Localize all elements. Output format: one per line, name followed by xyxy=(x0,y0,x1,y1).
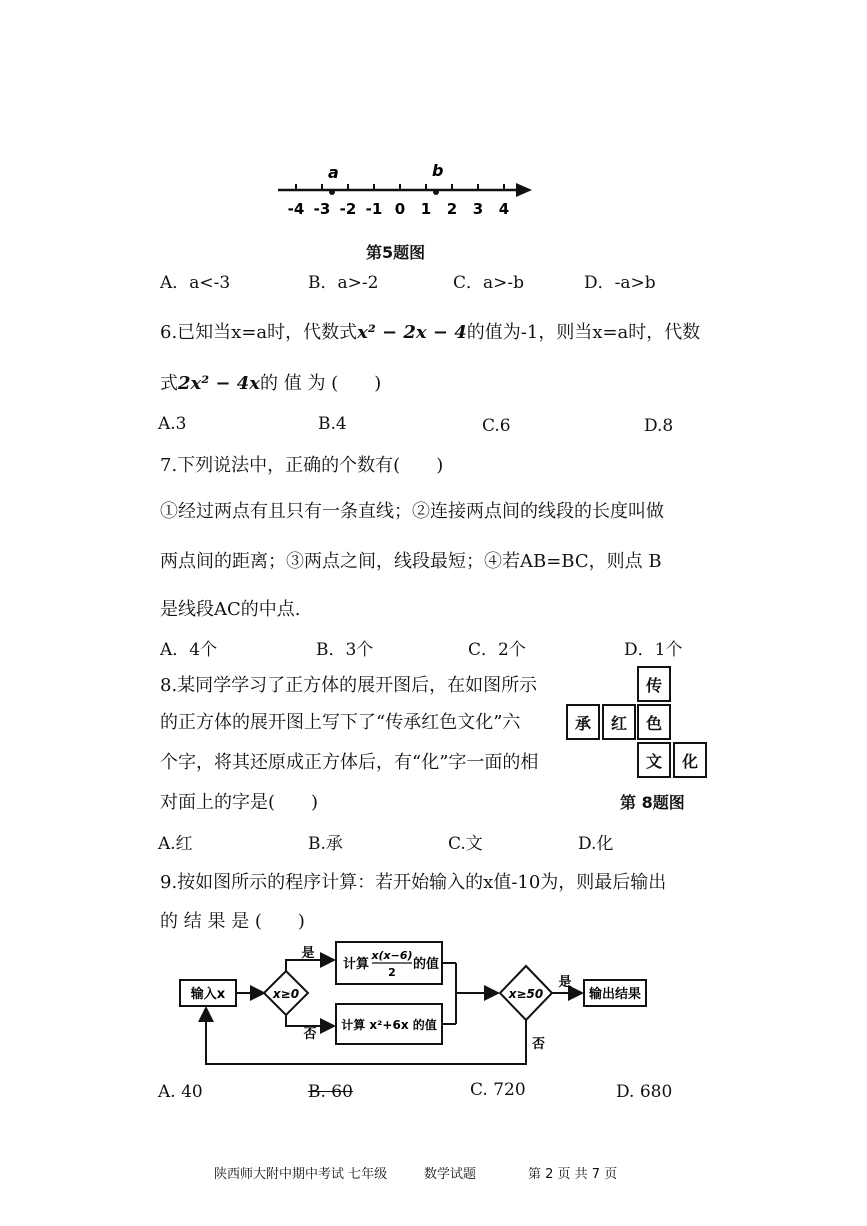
q6-line1-pre: 6.已知当x=a时，代数式 xyxy=(160,322,358,343)
q6-option-d[interactable]: D.8 xyxy=(644,416,674,436)
net-cell-chuan: 传 xyxy=(637,666,671,702)
flow-input-text: 输入x xyxy=(190,987,226,1002)
q8-option-a[interactable]: A.红 xyxy=(158,834,193,854)
q9-option-d[interactable]: D. 680 xyxy=(616,1082,673,1102)
q9-option-c[interactable]: C. 720 xyxy=(470,1080,526,1100)
q7-option-b[interactable]: B．3个 xyxy=(316,640,374,660)
q7-option-d[interactable]: D．1个 xyxy=(624,640,683,660)
q5-option-d[interactable]: D．-a>b xyxy=(584,273,656,293)
q9-line2: 的 结 果 是 ( ) xyxy=(160,911,305,932)
net-cell-hua: 化 xyxy=(673,742,707,778)
q7-line3: 是线段AC的中点. xyxy=(160,599,301,620)
q6-line2 xyxy=(160,369,381,395)
flow-no-1: 否 xyxy=(303,1027,317,1042)
footer-school: 陕西师大附中期中考试 七年级 xyxy=(214,1167,388,1182)
q8-line1: 8.某同学学习了正方体的展开图后，在如图所示 xyxy=(160,675,538,696)
q6-line1 xyxy=(160,318,700,344)
number-line-tick-label: 2 xyxy=(446,200,458,218)
label-a: a xyxy=(328,163,339,182)
q9-line1: 9.按如图所示的程序计算：若开始输入的x值-10为，则最后输出 xyxy=(160,872,667,893)
number-line-tick-label: 3 xyxy=(472,200,484,218)
flow-calc-1-post: 的值 xyxy=(412,957,440,972)
net-cell-hong: 红 xyxy=(602,704,636,740)
flow-no-2: 否 xyxy=(532,1037,546,1052)
net-cell-se: 色 xyxy=(637,704,671,740)
point-a xyxy=(329,189,335,195)
number-line-arrow-icon xyxy=(516,183,532,197)
q8-line3: 个字，将其还原成正方体后，有“化”字一面的相 xyxy=(160,752,539,773)
q7-line1: ①经过两点有且只有一条直线；②连接两点间的线段的长度叫做 xyxy=(160,501,664,522)
flow-condition-1-text: x≥0 xyxy=(272,987,300,1001)
q9-option-b[interactable]: B. 60 xyxy=(308,1082,353,1102)
q8-option-d[interactable]: D.化 xyxy=(578,834,614,854)
number-line-tick-label: 4 xyxy=(498,200,510,218)
q7-option-c[interactable]: C．2个 xyxy=(468,640,526,660)
net-cell-wen: 文 xyxy=(637,742,671,778)
number-line-tick-label: -1 xyxy=(365,200,383,218)
q8-line2: 的正方体的展开图上写下了“传承红色文化”六 xyxy=(160,712,521,733)
number-line-tick-label: -3 xyxy=(313,200,331,218)
q8-caption: 第 8题图 xyxy=(620,793,685,812)
footer-page: 第 2 页 共 7 页 xyxy=(528,1167,618,1182)
q5-option-b[interactable]: B．a>-2 xyxy=(308,273,379,293)
flow-calc-2-text: 计算 x²+6x 的值 xyxy=(341,1018,437,1032)
footer-subject: 数学试题 xyxy=(424,1167,477,1182)
q6-expr2: 2x² − 4x xyxy=(178,373,261,394)
q8-option-c[interactable]: C.文 xyxy=(448,834,483,854)
flowchart-figure xyxy=(170,938,680,1073)
q6-expr1: x² − 2x − 4 xyxy=(357,322,467,343)
number-line-figure xyxy=(270,158,540,223)
q7-option-a[interactable]: A．4个 xyxy=(160,640,218,660)
flow-calc-1-den: 2 xyxy=(388,966,396,979)
q6-line2-pre: 式 xyxy=(160,373,178,394)
flow-condition-2-text: x≥50 xyxy=(508,987,544,1001)
flow-yes-1: 是 xyxy=(301,946,315,961)
q7-stem: 7.下列说法中，正确的个数有( ) xyxy=(160,455,444,476)
flow-calc-1-num: x(x−6) xyxy=(371,949,413,962)
label-b: b xyxy=(432,161,444,180)
number-line-tick-label: 1 xyxy=(420,200,432,218)
flow-calc-1-pre: 计算 xyxy=(342,957,370,972)
q8-option-b[interactable]: B.承 xyxy=(308,834,343,854)
q9-option-a[interactable]: A. 40 xyxy=(158,1082,203,1102)
flow-output-text: 输出结果 xyxy=(588,987,642,1002)
q6-option-b[interactable]: B.4 xyxy=(318,414,347,434)
q6-option-a[interactable]: A.3 xyxy=(158,414,187,434)
q5-caption: 第5题图 xyxy=(366,243,426,262)
net-cell-cheng: 承 xyxy=(566,704,600,740)
q5-option-a[interactable]: A．a<-3 xyxy=(160,273,231,293)
q6-line1-post: 的值为-1，则当x=a时，代数 xyxy=(466,322,701,343)
q7-line2: 两点间的距离；③两点之间，线段最短；④若AB=BC，则点 B xyxy=(160,551,662,572)
cube-net-figure xyxy=(566,666,711,784)
q5-option-c[interactable]: C．a>-b xyxy=(453,273,525,293)
number-line-tick-label: -2 xyxy=(339,200,357,218)
q6-option-c[interactable]: C.6 xyxy=(482,416,511,436)
q8-line4: 对面上的字是( ) xyxy=(160,792,319,813)
flow-yes-2: 是 xyxy=(558,975,572,990)
q6-line2-post: 的 值 为 ( ) xyxy=(260,373,382,394)
point-b xyxy=(433,189,439,195)
number-line-tick-label: 0 xyxy=(394,200,406,218)
number-line-tick-label: -4 xyxy=(287,200,305,218)
